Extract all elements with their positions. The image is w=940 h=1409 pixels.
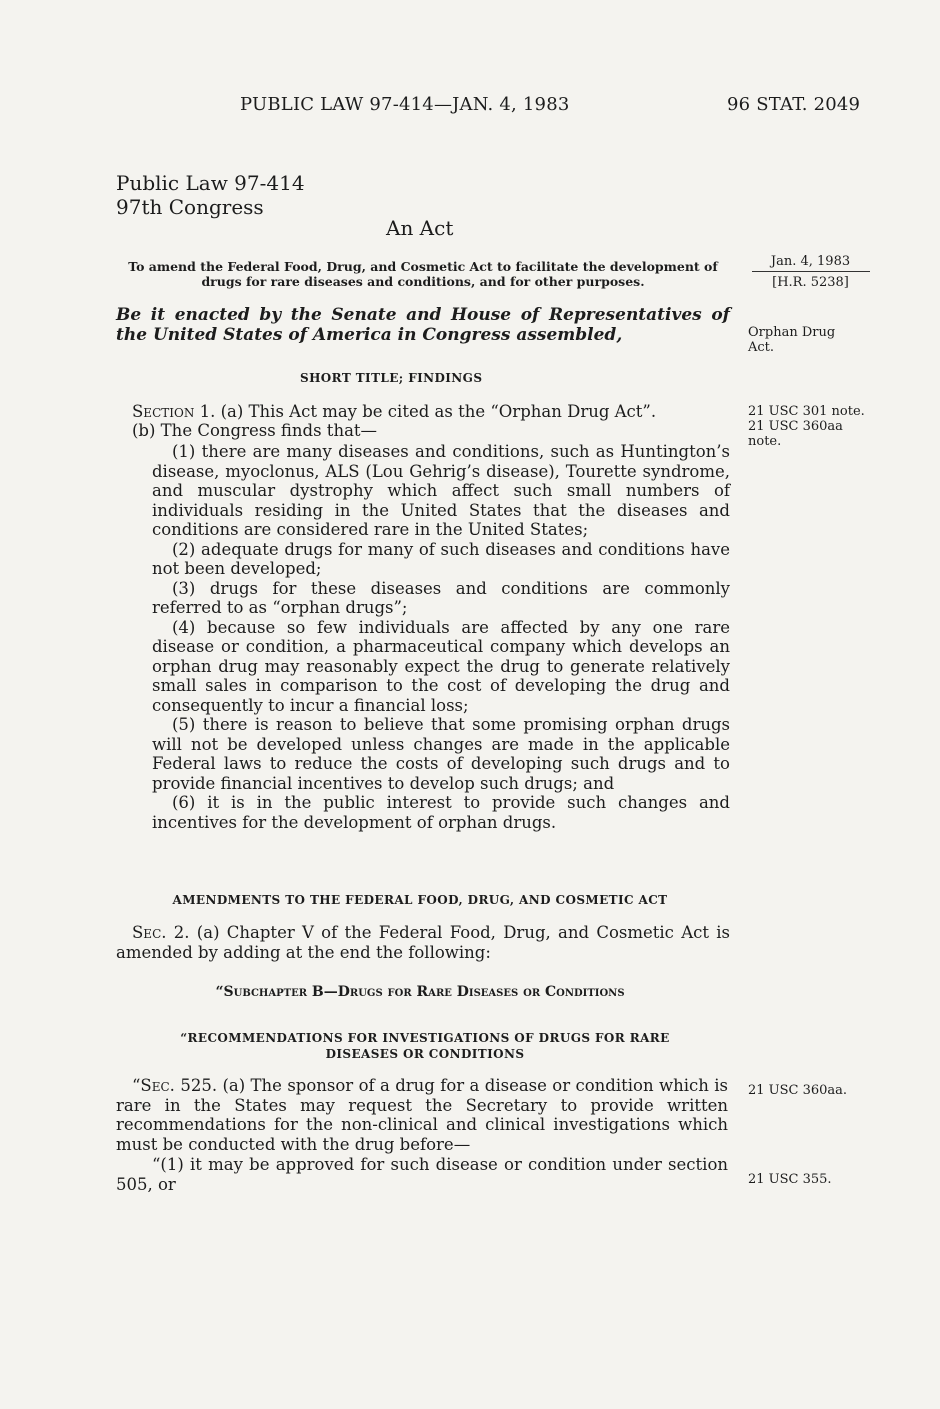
finding-item: (2) adequate drugs for many of such diseases and conditions have not been developed; [152,539,730,578]
margin-usc-355: 21 USC 355. [748,1172,832,1187]
finding-item: (4) because so few individuals are affected by any one rare disease or condition, a pharmaceutical company which develops an orphan drug may reasonably expect the drug to generate relatively small sales in comparison to the cost of developing the drug and consequently to incur a financial loss; [152,617,730,715]
margin-usc-360aa-note: 21 USC 360aa [748,419,843,434]
section-1a-text: (a) This Act may be cited as the “Orphan Drug Act”. [220,402,657,421]
recommendations-heading: “RECOMMENDATIONS FOR INVESTIGATIONS OF DRUGS FOR RARE DISEASES OR CONDITIONS [180,1031,670,1061]
congress-number: 97th Congress [116,195,264,219]
short-title-heading: SHORT TITLE; FINDINGS [300,371,483,385]
section-2a-text: (a) Chapter V of the Federal Food, Drug, and Cosmetic Act is amended by adding at the end the following: [116,923,730,962]
section-2a [116,923,730,962]
amendments-heading: AMENDMENTS TO THE FEDERAL FOOD, DRUG, AND COSMETIC ACT [172,893,668,907]
margin-divider [752,271,870,272]
section-525-item-1: “(1) it may be approved for such disease or condition under section 505, or [116,1155,728,1194]
finding-item: (5) there is reason to believe that some promising orphan drugs will not be developed unless changes are made in the applicable Federal laws to reduce the costs of developing such drugs and to provide financial incentives to develop such drugs; and [152,715,730,793]
section-525a-text: 525. (a) The sponsor of a drug for a disease or condition which is rare in the States may request the Secretary to provide written recommendations for the non-clinical and clinical investigations which must be conducted with the drug before— [116,1076,729,1154]
subchapter-heading [120,984,720,1000]
findings-list [152,442,730,832]
margin-orphan-drug-act: Orphan Drug Act. [748,325,836,355]
running-header-left: PUBLIC LAW 97-414—JAN. 4, 1983 [240,94,570,115]
section-525a [116,1076,728,1154]
enacting-clause: Be it enacted by the Senate and House of Representatives of the United States of America in Congress assembled, [116,305,730,345]
finding-item: (1) there are many diseases and conditions, such as Huntington’s disease, myoclonus, ALS (Lou Gehrig’s disease), Tourette syndrome, and muscular dystrophy which affect such small numbers of individuals residing in the United States that the diseases and conditions are considered rare in the United States; [152,442,730,539]
purpose-statement: To amend the Federal Food, Drug, and Cosmetic Act to facilitate the development of drugs for rare diseases and conditions, and for other purposes. [128,259,718,289]
margin-bill-number: [H.R. 5238] [772,275,849,290]
margin-date: Jan. 4, 1983 [770,254,851,269]
section-1a [116,402,732,422]
an-act-title: An Act [386,216,454,240]
margin-usc-360aa: 21 USC 360aa. [748,1083,848,1098]
section-1-label: Section 1. [132,402,216,421]
section-1b: (b) The Congress finds that— [132,421,378,440]
section-525-label: “Sec. [132,1076,175,1095]
section-2-label: Sec. 2. [132,923,190,942]
finding-item: (6) it is in the public interest to provide such changes and incentives for the development of orphan drugs. [152,793,730,832]
margin-note: note. [748,434,782,449]
margin-usc-301: 21 USC 301 note. [748,404,865,419]
subchapter-title: “Subchapter B—Drugs for Rare Diseases or Conditions [215,984,625,1000]
public-law-number: Public Law 97-414 [116,171,305,195]
finding-item: (3) drugs for these diseases and conditions are commonly referred to as “orphan drugs”; [152,578,730,617]
running-header-page: 96 STAT. 2049 [727,94,861,115]
